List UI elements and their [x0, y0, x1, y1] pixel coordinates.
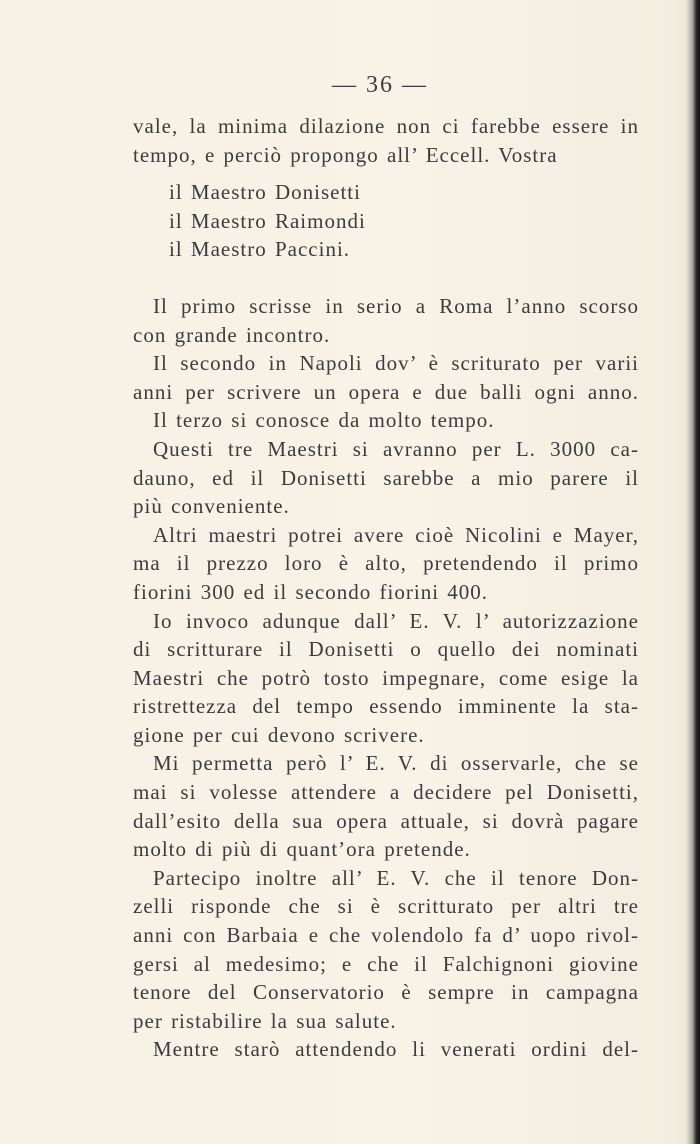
page-edge-shadow: [686, 0, 700, 1144]
page-number: — 36 —: [332, 72, 428, 98]
paragraph: [133, 749, 639, 863]
text-line: Il primo scrisse in serio a Roma l’anno scorso: [153, 293, 639, 318]
spacer: [133, 264, 639, 292]
list-item: il Maestro Raimondi: [169, 208, 366, 233]
body-text: [133, 112, 639, 1064]
text-line: Maestri che potrò tosto impegnare, come esige la: [133, 665, 639, 690]
text-line: molto di più di quant’ora pretende.: [133, 837, 471, 862]
paragraph: [133, 607, 639, 750]
text-line: gione per cui devono scrivere.: [133, 722, 425, 747]
text-line: Mi permetta però l’ E. V. di osservarle, che se: [153, 751, 639, 776]
text-line: per ristabilire la sua salute.: [133, 1008, 397, 1033]
paragraph: [133, 406, 639, 435]
text-line: Il secondo in Napoli dov’ è scriturato per varii: [153, 351, 639, 376]
text-line: tempo, e perciò propongo all’ Eccell. Vostra: [133, 142, 558, 167]
list-item: il Maestro Paccini.: [169, 237, 351, 262]
paragraph: [133, 521, 639, 607]
text-line: tenore del Conservatorio è sempre in campagna: [133, 980, 639, 1005]
text-line: Io invoco adunque dall’ E. V. l’ autorizzazione: [153, 608, 639, 633]
text-line: Il terzo si conosce da molto tempo.: [153, 408, 495, 433]
list-item: il Maestro Donisetti: [169, 180, 361, 205]
paragraph: [133, 292, 639, 349]
text-line: gersi al medesimo; e che il Falchignoni giovine: [133, 951, 639, 976]
text-line: anni per scrivere un opera e due balli ogni anno.: [133, 379, 639, 404]
text-line: zelli risponde che si è scritturato per altri tre: [133, 894, 639, 919]
text-line: dauno, ed il Donisetti sarebbe a mio parere il: [133, 465, 639, 490]
text-line: ristrettezza del tempo essendo imminente la sta-: [133, 694, 639, 719]
text-line: Altri maestri potrei avere cioè Nicolini e Mayer,: [153, 522, 639, 547]
text-line: dall’esito della sua opera attuale, si dovrà pagare: [133, 808, 639, 833]
text-line: Mentre starò attendendo li venerati ordini del-: [153, 1037, 639, 1062]
text-line: vale, la minima dilazione non ci farebbe essere in: [133, 114, 639, 138]
maestri-list: [133, 178, 639, 264]
paragraph: [133, 864, 639, 1036]
text-line: con grande incontro.: [133, 322, 331, 347]
text-line: fiorini 300 ed il secondo fiorini 400.: [133, 579, 489, 604]
paragraph: [133, 435, 639, 521]
text-line: di scritturare il Donisetti o quello dei nominati: [133, 637, 639, 662]
text-line: più conveniente.: [133, 494, 290, 519]
paragraph: [133, 349, 639, 406]
text-line: anni con Barbaia e che volendolo fa d’ uopo rivol-: [133, 923, 639, 948]
text-line: Partecipo inoltre all’ E. V. che il tenore Don-: [153, 865, 639, 890]
text-line: mai si volesse attendere a decidere pel Donisetti,: [133, 780, 639, 805]
paragraph: [133, 1035, 639, 1064]
text-line: ma il prezzo loro è alto, pretendendo il primo: [133, 551, 639, 576]
spacer: [133, 169, 639, 178]
text-line: Questi tre Maestri si avranno per L. 3000 ca-: [153, 436, 639, 461]
